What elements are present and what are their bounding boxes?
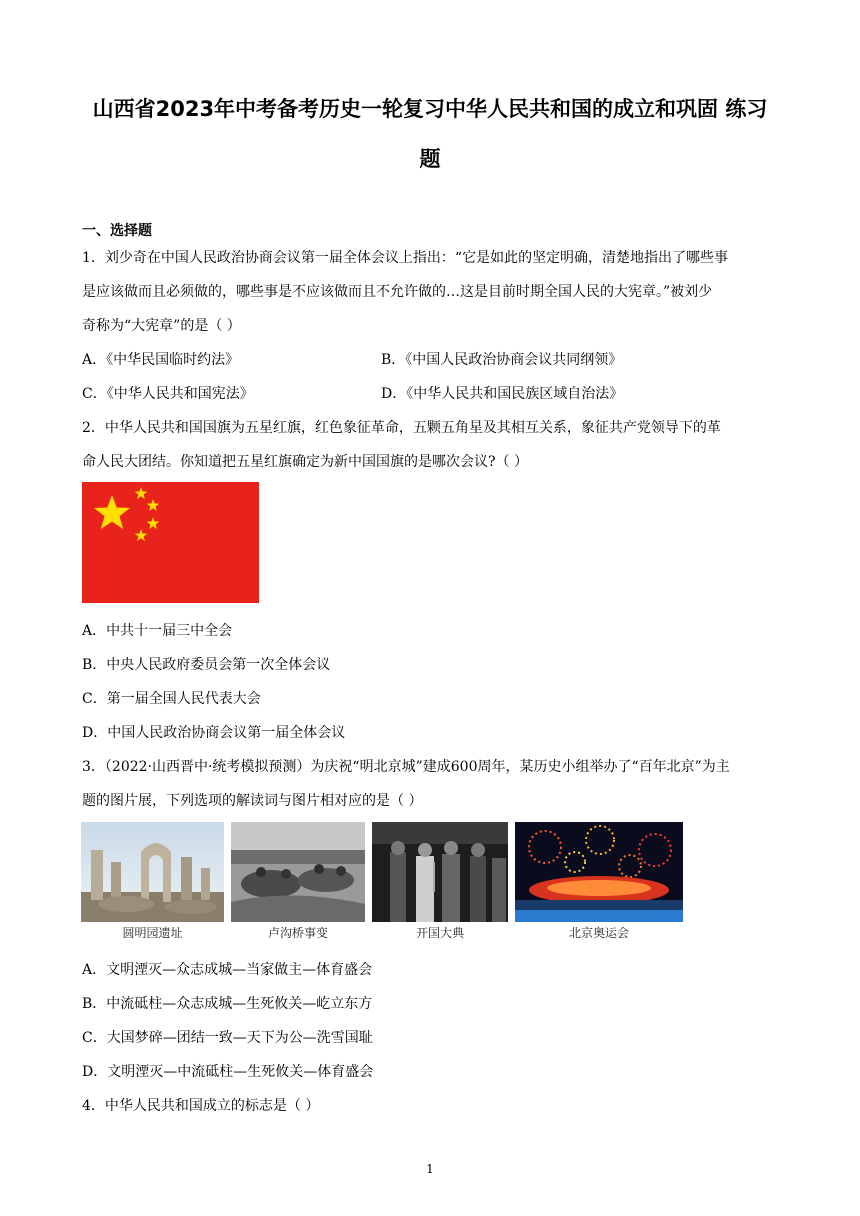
q1-option-d: D．《中华人民共和国民族区域自治法》 bbox=[381, 386, 624, 402]
q3-line-2: 题的图片展，下列选项的解读词与图片相对应的是（ ） bbox=[82, 793, 423, 809]
title-line-2: 题 bbox=[419, 147, 441, 171]
photo-strip bbox=[81, 822, 685, 944]
beijing-olympics-photo bbox=[515, 822, 683, 922]
q1-option-a: A．《中华民国临时约法》 bbox=[82, 352, 240, 368]
q1-line-3: 奇称为“大宪章”的是（ ） bbox=[82, 318, 241, 334]
caption-beijing-olympics: 北京奥运会 bbox=[568, 926, 629, 940]
q2-option-a: A．中共十一届三中全会 bbox=[82, 623, 233, 639]
q2-option-d: D．中国人民政治协商会议第一届全体会议 bbox=[82, 725, 346, 741]
q3-option-a: A．文明湮灭—众志成城—当家做主—体育盛会 bbox=[82, 962, 373, 978]
q1-option-c: C．《中华人民共和国宪法》 bbox=[82, 386, 254, 402]
q2-line-1: 2．中华人民共和国国旗为五星红旗，红色象征革命，五颗五角星及其相互关系，象征共产党领导下的革 bbox=[82, 420, 721, 436]
five-star-red-flag-image bbox=[82, 482, 259, 603]
yuanmingyuan-ruins-photo bbox=[81, 822, 224, 922]
document-title bbox=[70, 84, 790, 184]
q3-option-d: D．文明湮灭—中流砥柱—生死攸关—体育盛会 bbox=[82, 1064, 374, 1080]
section-heading: 一、选择题 bbox=[82, 223, 152, 239]
q3-option-b: B．中流砥柱—众志成城—生死攸关—屹立东方 bbox=[82, 996, 373, 1012]
q2-line-2: 命人民大团结。你知道把五星红旗确定为新中国国旗的是哪次会议?（ ） bbox=[82, 454, 528, 470]
q1-line-1: 1．刘少奇在中国人民政治协商会议第一届全体会议上指出：“它是如此的坚定明确，清楚地指出了哪些事 bbox=[82, 250, 729, 266]
lugou-bridge-incident-photo bbox=[231, 822, 365, 922]
caption-lugou-bridge: 卢沟桥事变 bbox=[267, 926, 328, 940]
title-line-1: 山西省2023年中考备考历史一轮复习中华人民共和国的成立和巩固 练习 bbox=[92, 97, 768, 121]
q4-line-1: 4．中华人民共和国成立的标志是（ ） bbox=[82, 1098, 320, 1114]
q1-line-2: 是应该做而且必须做的，哪些事是不应该做而且不允许做的…这是目前时期全国人民的大宪章。”被刘少 bbox=[82, 284, 713, 300]
page-number: 1 bbox=[426, 1162, 434, 1176]
q2-option-b: B．中央人民政府委员会第一次全体会议 bbox=[82, 657, 331, 673]
caption-founding-ceremony: 开国大典 bbox=[415, 926, 464, 940]
founding-ceremony-photo bbox=[372, 822, 508, 922]
q3-option-c: C．大国梦碎—团结一致—天下为公—洗雪国耻 bbox=[82, 1030, 373, 1046]
q2-option-c: C．第一届全国人民代表大会 bbox=[82, 691, 261, 707]
q3-line-1: 3．（2022·山西晋中·统考模拟预测）为庆祝“明北京城”建成600周年，某历史小组举办了“百年北京”为主 bbox=[82, 759, 730, 775]
q1-option-b: B．《中国人民政治协商会议共同纲领》 bbox=[381, 352, 623, 368]
caption-yuanmingyuan: 圆明园遗址 bbox=[122, 926, 183, 940]
